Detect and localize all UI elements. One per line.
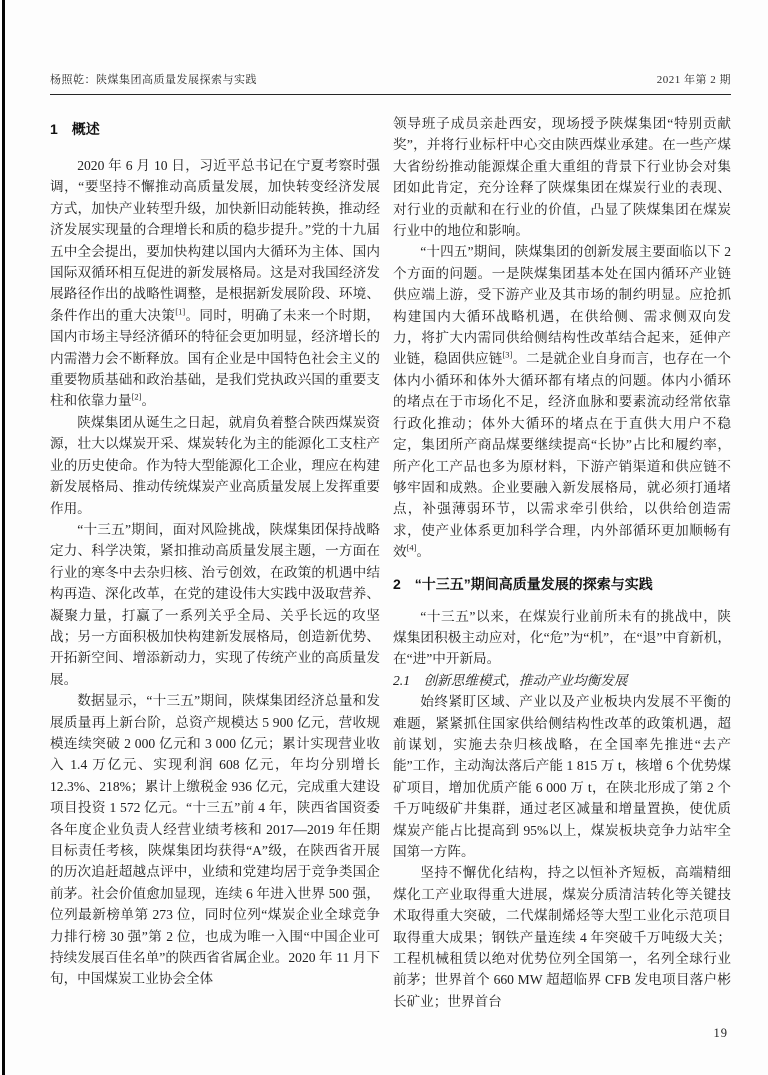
- section-1-heading: 1 概述: [50, 121, 100, 137]
- header-rule: [50, 94, 731, 95]
- left-column: [50, 113, 380, 1012]
- paragraph-section2-intro: “十三五”以来，在煤炭行业前所未有的挑战中，陕煤集团积极主动应对，化“危”为“机”，在“退”中育新机，在“进”中开新局。: [393, 608, 731, 667]
- running-title: 杨照乾：陕煤集团高质量发展探索与实践: [50, 74, 257, 86]
- paragraph-overview-4: 数据显示，“十三五”期间，陕煤集团经济总量和发展质量再上新台阶，总资产规模达 5 900 亿元，营收规模连续突破 2 000 亿元和 3 000 亿元；累计实现营业收入 1.4 万亿元、实现利润 608 亿元，年均分别增长 12.3%、218%；累计上缴税金 936 亿元，完成重大建设项目投资 1 572 亿元。“十三五”前 4 年，陕西省国资委各年度企业负责人经营业绩考核和 2017—2019 年任期目标责任考核，陕煤集团均获得“A”级，在陕西省开展的历次追赶超越点评中，业绩和党建均居于竞争类国企前茅。社会价值愈加显现，连续 6 年进入世界 500 强，位列最新榜单第 273 位，同时位列“煤炭企业全球竞争力排行榜 30 强”第 2 位，也成为唯一入围“中国企业可持续发展百佳名单”的陕西省省属企业。2020 年 11 月下旬，中国煤炭工业协会全体: [50, 693, 380, 987]
- page-header: [50, 71, 731, 87]
- paragraph-2-1-a: 始终紧盯区域、产业以及产业板块内发展不平衡的难题，紧紧抓住国家供给侧结构性改革的政策机遇，超前谋划，实施去杂归核战略，在全国率先推进“去产能”工作，主动淘汰落后产能 1 815 万 t，核增 6 个优势煤矿项目，增加优质产能 6 000 万 t，在陕北形成了第 2 个千万吨级矿井集群，通过老区减量和增量置换，使优质煤炭产能占比提高到 95%以上，煤炭板块竞争力站牢全国第一方阵。: [393, 694, 731, 859]
- paragraph-14th-five-year: “十四五”期间，陕煤集团的创新发展主要面临以下 2 个方面的问题。一是陕煤集团基本处在国内循环产业链供应端上游，受下游产业及其市场的制约明显。应抢抓构建国内大循环战略机遇，在供给侧、需求侧双向发力，将扩大内需同供给侧结构性改革结合起来，延伸产业链，稳固供应链[3]。二是就企业自身而言，也存在一个体内小循环和体外大循环都有堵点的问题。体内小循环的堵点在于市场化不足，经济血脉和要素流动经常依靠行政化推动；体外大循环的堵点在于直供大用户不稳定，集团所产商品煤要继续提高“长协”占比和履约率，所产化工产品也多为原材料，下游产销渠道和供应链不够牢固和成熟。企业要融入新发展格局，就必须打通堵点，补强薄弱环节，以需求牵引供给，以供给创造需求，使产业体系更加科学合理，内外部循环更加顺畅有效[4]。: [393, 244, 731, 560]
- paragraph-2-1-b: 坚持不懈优化结构，持之以恒补齐短板，高端精细煤化工产业取得重大进展，煤炭分质清洁转化等关键技术取得重大突破，二代煤制烯烃等大型工业化示范项目取得重大成果；钢铁产量连续 4 年突破千万吨级大关；工程机械租赁以绝对优势位列全国第一，名列全球行业前茅；世界首个 660 MW 超超临界 CFB 发电项目落户彬长矿业；世界首台: [393, 865, 731, 1009]
- paragraph-overview-3: “十三五”期间，面对风险挑战，陕煤集团保持战略定力、科学决策，紧扣推动高质量发展主题，一方面在行业的寒冬中去杂归核、治亏创效，在政策的机遇中结构再造、深化改革，在党的建设伟大实践中汲取营养、凝聚力量，打赢了一系列关乎全局、关乎长远的攻坚战；另一方面积极加快构建新发展格局，创造新优势、开拓新空间、增添新动力，实现了传统产业的高质量发展。: [50, 521, 380, 687]
- section-2-1-heading: 2.1 创新思维模式，推动产业均衡发展: [393, 672, 628, 688]
- section-2-heading: 2 “十三五”期间高质量发展的探索与实践: [393, 575, 653, 592]
- paragraph-continuation: 领导班子成员亲赴西安，现场授予陕煤集团“特别贡献奖”，并将行业标杆中心交由陕西煤业承建。在一些产煤大省纷纷推动能源煤企重大重组的背景下行业协会对集团如此肯定，充分诠释了陕煤集团在煤炭行业的表现、对行业的贡献和在行业的价值，凸显了陕煤集团在煤炭行业中的地位和影响。: [393, 116, 731, 239]
- paragraph-overview-2: 陕煤集团从诞生之日起，就肩负着整合陕西煤炭资源，壮大以煤炭开采、煤炭转化为主的能源化工支柱产业的历史使命。作为特大型能源化工企业，理应在构建新发展格局、推动传统煤炭产业高质量发展上发挥重要作用。: [50, 414, 380, 516]
- scan-edge-artifact: [2, 0, 5, 1075]
- two-column-body: [50, 113, 731, 1012]
- page-number: 19: [713, 1026, 728, 1040]
- issue-label: 2021 年第 2 期: [656, 74, 731, 86]
- right-column: [393, 113, 731, 1012]
- paragraph-overview-1: 2020 年 6 月 10 日，习近平总书记在宁夏考察时强调，“要坚持不懈推动高质量发展，加快转变经济发展方式，加快产业转型升级，加快新旧动能转换，推动经济发展实现量的合理增长和质的稳步提升。”党的十九届五中全会提出，要加快构建以国内大循环为主体、国内国际双循环相互促进的新发展格局。这是对我国经济发展路径作出的战略性调整，是根据新发展阶段、环境、条件作出的重大决策[1]。同时，明确了未来一个时期，国内市场主导经济循环的特征会更加明显，经济增长的内需潜力会不断释放。国有企业是中国特色社会主义的重要物质基础和政治基础，是我们党执政兴国的重要支柱和依靠力量[2]。: [50, 158, 381, 409]
